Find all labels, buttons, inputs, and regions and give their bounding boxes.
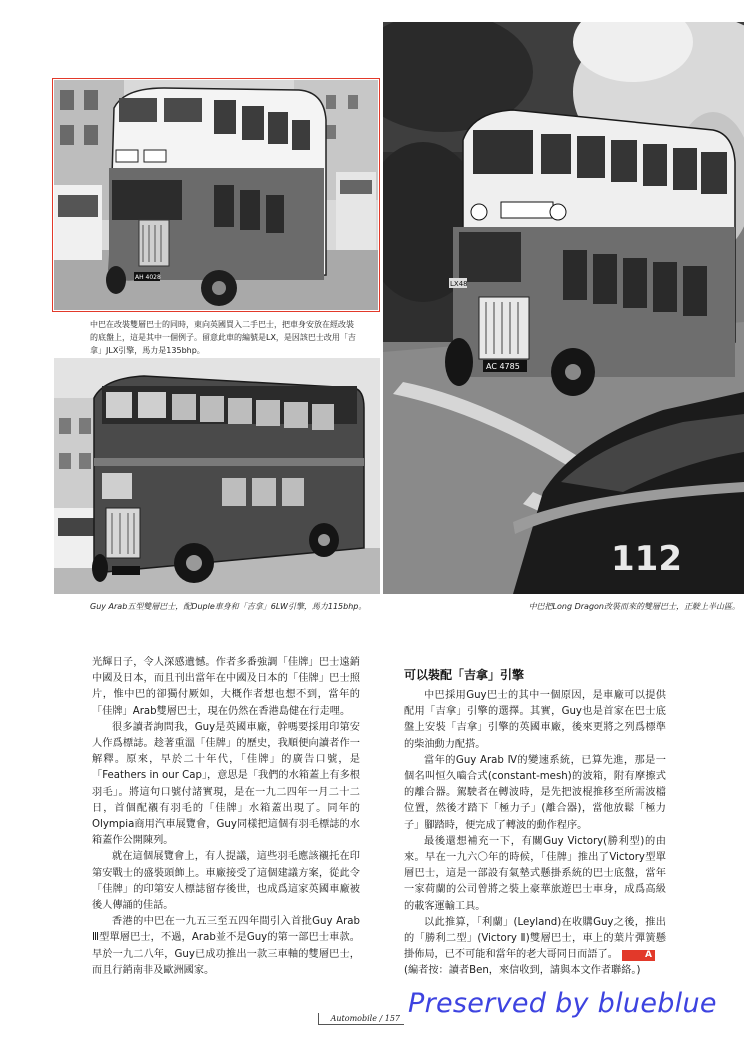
caption-photo-2: Guy Arab五型雙層巴士，配Duple車身和「吉拿」6LW引擎，馬力115bhp。 <box>90 602 367 611</box>
photo1-plate: AH 4028 <box>135 274 161 281</box>
editor-note: (編者按：讀者Ben，來信收到，請與本文作者聯絡。) <box>404 965 641 977</box>
right-paragraph-2: 當年的Guy Arab Ⅳ的變速系統，已算先進，那是一個名叫恒久嚙合式(constant-mesh)的波箱，附有摩擦式的離合器。駕駛者在轉波時，是先把波棍推移至所需波檔位置，然後才踏下「極力子」(離合器)，當他放鬆「極力子」腳踏時，便完成了轉波的動作程序。 <box>404 754 666 831</box>
photo-guy-arab-v <box>54 358 380 594</box>
right-paragraph-4-text: 以此推算，「利蘭」(Leyland)在收購Guy之後，推出的「勝利二型」(Victory Ⅱ)雙層巴士，車上的葉片彈簧懸掛佈局，已不可能和當年的老大哥同日而語了。 <box>404 916 666 961</box>
photo3-fleet-no: LX48 <box>450 280 468 288</box>
end-mark: A <box>622 950 655 961</box>
watermark: Preserved by blueblue <box>408 988 717 1019</box>
left-paragraph-3: 就在這個展覽會上，有人提議，這些羽毛應該襯托在印第安戰士的盛裝頭飾上。車廠接受了這個建議方案，從此令「佳牌」的印第安人標誌留存後世，也成爲這家英國車廠被後人傳誦的佳話。 <box>92 851 360 912</box>
left-paragraph-4: 香港的中巴在一九五三至五四年間引入首批Guy Arab Ⅲ型單層巴士，不過，Arab並不是Guy的第一部巴士車款。早於一九二八年，Guy已成功推出一款三車軸的雙層巴士，而且行銷南非及歐洲國家。 <box>92 916 360 976</box>
article-right-column <box>404 688 666 980</box>
caption-photo-3: 中巴把Long Dragon改裝而來的雙層巴士，正駛上半山區。 <box>528 602 740 611</box>
right-paragraph-3: 最後還想補充一下，有關Guy Victory(勝利型)的由來。早在一九六〇年的時候，「佳牌」推出了Victory型單層巴士，這是一部設有氣墊式懸掛系統的巴士底盤，當年一家荷蘭的公司曾將之裝上豪華旅遊巴士車身，成爲高級的載客運輸工具。 <box>404 835 666 912</box>
right-paragraph-1: 中巴採用Guy巴士的其中一個原因，是車廠可以提供配用「吉拿」引擎的選擇。其實，Guy也是首家在巴士底盤上安裝「吉拿」引擎的英國車廠，後來更將之列爲標準的柴油動力配搭。 <box>404 690 666 750</box>
caption-photo-1: 中巴在改裝雙層巴士的同時，東向英國買入二手巴士，把車身安放在經改裝的底盤上，這是其中一個例子。留意此車的編號是LX，是因該巴士改用「吉拿」JLX引擎，馬力是135bhp。 <box>90 320 356 355</box>
article-left-column <box>92 655 360 979</box>
photo-bus-street <box>54 80 378 310</box>
photo3-taxi-number: 112 <box>611 539 682 579</box>
left-paragraph-1: 光輝日子，令人深感遺憾。作者多番強調「佳牌」巴士遠銷中國及日本，而且刊出當年在中國及日本的「佳牌」巴士照片，惟中巴的卻獨付厥如，大概作者想也想不到，當年的「佳牌」Arab雙層巴士，現在仍然在香港島健在行走哩。 <box>92 657 360 717</box>
photo3-plate: AC 4785 <box>486 362 520 371</box>
photo-long-dragon-hill <box>383 22 744 594</box>
section-heading: 可以裝配「吉拿」引擎 <box>404 668 525 682</box>
left-paragraph-2: 很多讀者詢問我，Guy是英國車廠，幹嗎要採用印第安人作爲標誌。趁著重溫「佳牌」的歷史，我順便向讀者作一解釋。原來，早於二十年代，「佳牌」的廣告口號，是「Feathers in our Cap」，意思是「我們的水箱蓋上有多根羽毛」。將這句口號付諸實現，是在一九二四年一月二十二日，首個配襯有羽毛的「佳牌」水箱蓋出現了。同年的Olympia商用汽車展覽會，Guy同樣把這個有羽毛標誌的水箱蓋作公開陳列。 <box>92 721 360 847</box>
right-paragraph-4 <box>404 915 666 964</box>
page-folio: Automobile / 157 <box>318 1013 404 1025</box>
